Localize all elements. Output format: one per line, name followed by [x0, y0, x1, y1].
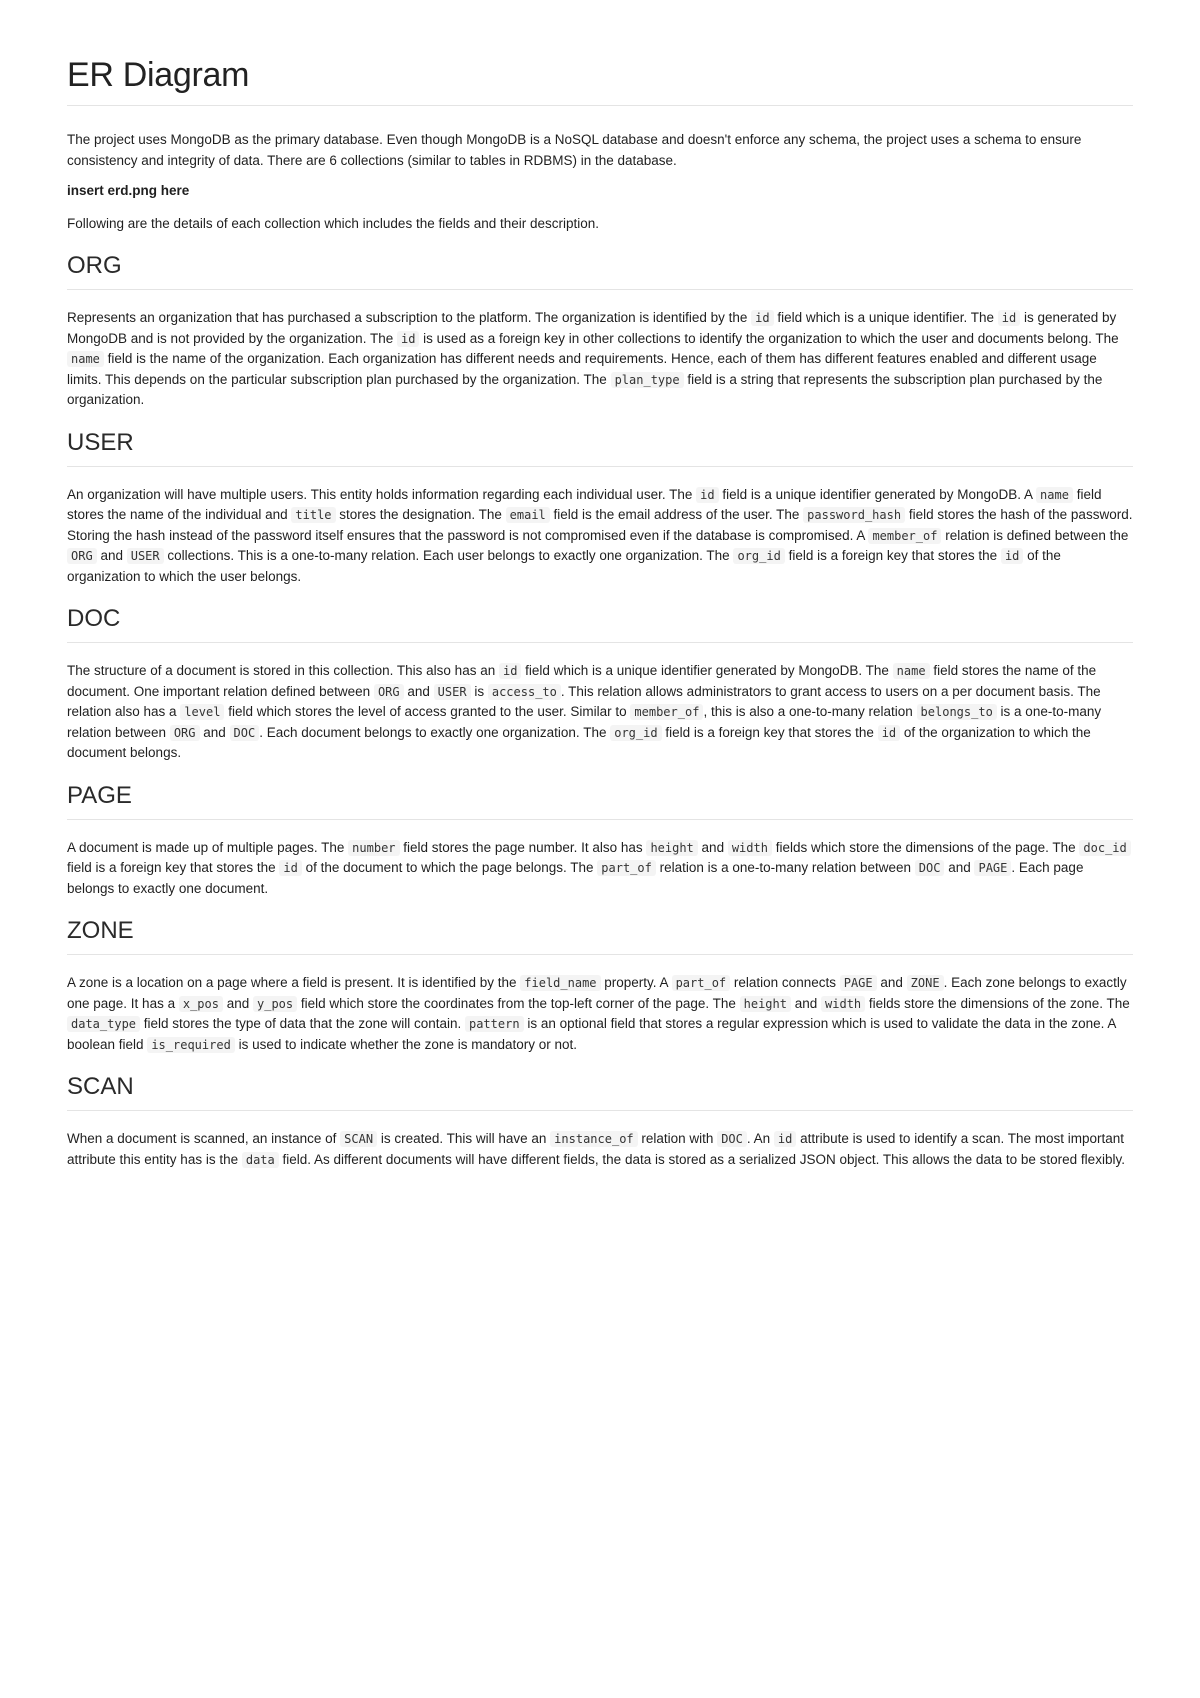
collections-lead-paragraph: Following are the details of each collection which includes the fields and their description. [67, 215, 600, 231]
inline-code: width [728, 840, 772, 856]
inline-code: plan_type [611, 372, 684, 388]
inline-code: id [499, 663, 521, 679]
inline-code: is_required [147, 1037, 234, 1053]
inline-code: ORG [374, 684, 404, 700]
section-heading-user: USER [67, 429, 1133, 467]
inline-code: member_of [868, 528, 941, 544]
inline-code: height [740, 996, 791, 1012]
section-body-doc: The structure of a document is stored in this collection. This also has an id field which is a unique identifier generated by MongoDB. The name field stores the name of the document. One important relation defined between ORG and USER is access_to . This relation allows administrators to grant access to users on a per document basis. The relation also has a level field which stores the level of access granted to the user. Similar to member_of , this is also a one-to-many relation belongs_to is a one-to-many relation between ORG and DOC . Each document belongs to exactly one organization. The org_id field is a foreign key that stores the id of the organization to which the document belongs. [67, 663, 1102, 760]
inline-code: data [242, 1152, 279, 1168]
inline-code: access_to [488, 684, 561, 700]
section-body-zone: A zone is a location on a page where a field is present. It is identified by the field_name property. A part_of relation connects PAGE and ZONE . Each zone belongs to exactly one page. It has a x_pos and y_pos field which store the coordinates from the top-left corner of the page. The height and width fields store the dimensions of the zone. The data_type field stores the type of data that the zone will contain. pattern is an optional field that stores a regular expression which is used to validate the data in the zone. A boolean field is_required is used to indicate whether the zone is mandatory or not. [67, 975, 1130, 1052]
inline-code: number [348, 840, 399, 856]
inline-code: email [506, 507, 550, 523]
inline-code: title [291, 507, 335, 523]
inline-code: ZONE [907, 975, 944, 991]
section-heading-zone: ZONE [67, 917, 1133, 955]
inline-code: member_of [630, 704, 703, 720]
inline-code: pattern [465, 1016, 524, 1032]
image-placeholder-note: insert erd.png here [67, 183, 190, 198]
inline-code: org_id [610, 725, 661, 741]
inline-code: SCAN [340, 1131, 377, 1147]
inline-code: width [821, 996, 865, 1012]
inline-code: x_pos [179, 996, 223, 1012]
inline-code: PAGE [840, 975, 877, 991]
inline-code: id [696, 487, 718, 503]
intro-paragraph: The project uses MongoDB as the primary database. Even though MongoDB is a NoSQL database and doesn't enforce any schema, the project uses a schema to ensure consistency and integrity of data. There are 6 collections (similar to tables in RDBMS) in the database. [67, 132, 1082, 168]
inline-code: org_id [733, 548, 784, 564]
section-heading-doc: DOC [67, 605, 1133, 643]
inline-code: id [397, 331, 419, 347]
section-heading-org: ORG [67, 252, 1133, 290]
inline-code: part_of [672, 975, 731, 991]
inline-code: id [1001, 548, 1023, 564]
inline-code: id [878, 725, 900, 741]
inline-code: doc_id [1079, 840, 1130, 856]
page-title: ER Diagram [67, 56, 1133, 106]
inline-code: USER [434, 684, 471, 700]
inline-code: y_pos [253, 996, 297, 1012]
inline-code: field_name [520, 975, 600, 991]
inline-code: instance_of [550, 1131, 637, 1147]
section-body-scan: When a document is scanned, an instance of SCAN is created. This will have an instance_of relation with DOC . An id attribute is used to identify a scan. The most important attribute this entity has is the data field. As different documents will have different fields, the data is stored as a serialized JSON object. This allows the data to be stored flexibly. [67, 1131, 1125, 1167]
section-body-user: An organization will have multiple users. This entity holds information regarding each individual user. The id field is a unique identifier generated by MongoDB. A name field stores the name of the individual and title stores the designation. The email field is the email address of the user. The password_hash field stores the hash of the password. Storing the hash instead of the password itself ensures that the password is not compromised even if the database is compromised. A member_of relation is defined between the ORG and USER collections. This is a one-to-many relation. Each user belongs to exactly one organization. The org_id field is a foreign key that stores the id of the organization to which the user belongs. [67, 486, 1133, 584]
inline-code: USER [127, 548, 164, 564]
section-heading-page: PAGE [67, 782, 1133, 820]
inline-code: id [279, 860, 301, 876]
inline-code: password_hash [803, 507, 905, 523]
inline-code: id [774, 1131, 796, 1147]
section-body-org: Represents an organization that has purchased a subscription to the platform. The organization is identified by the id field which is a unique identifier. The id is generated by MongoDB and is not provided by the organization. The id is used as a foreign key in other collections to identify the organization to which the user and documents belong. The name field is the name of the organization. Each organization has different needs and requirements. Hence, each of them has different features enabled and different usage limits. This depends on the particular subscription plan purchased by the organization. The plan_type field is a string that represents the subscription plan purchased by the organization. [67, 310, 1119, 407]
inline-code: name [1036, 487, 1073, 503]
inline-code: id [998, 310, 1020, 326]
inline-code: belongs_to [917, 704, 997, 720]
section-body-page: A document is made up of multiple pages. The number field stores the page number. It also has height and width fields which store the dimensions of the page. The doc_id field is a foreign key that stores the id of the document to which the page belongs. The part_of relation is a one-to-many relation between DOC and PAGE . Each page belongs to exactly one document. [67, 838, 1133, 900]
inline-code: DOC [230, 725, 260, 741]
inline-code: ORG [170, 725, 200, 741]
inline-code: PAGE [974, 860, 1011, 876]
inline-code: level [180, 704, 224, 720]
inline-code: name [893, 663, 930, 679]
inline-code: ORG [67, 548, 97, 564]
inline-code: part_of [597, 860, 656, 876]
inline-code: id [751, 310, 773, 326]
section-heading-scan: SCAN [67, 1073, 1133, 1111]
inline-code: DOC [717, 1131, 747, 1147]
inline-code: name [67, 351, 104, 367]
inline-code: data_type [67, 1016, 140, 1032]
inline-code: DOC [915, 860, 945, 876]
inline-code: height [646, 840, 697, 856]
